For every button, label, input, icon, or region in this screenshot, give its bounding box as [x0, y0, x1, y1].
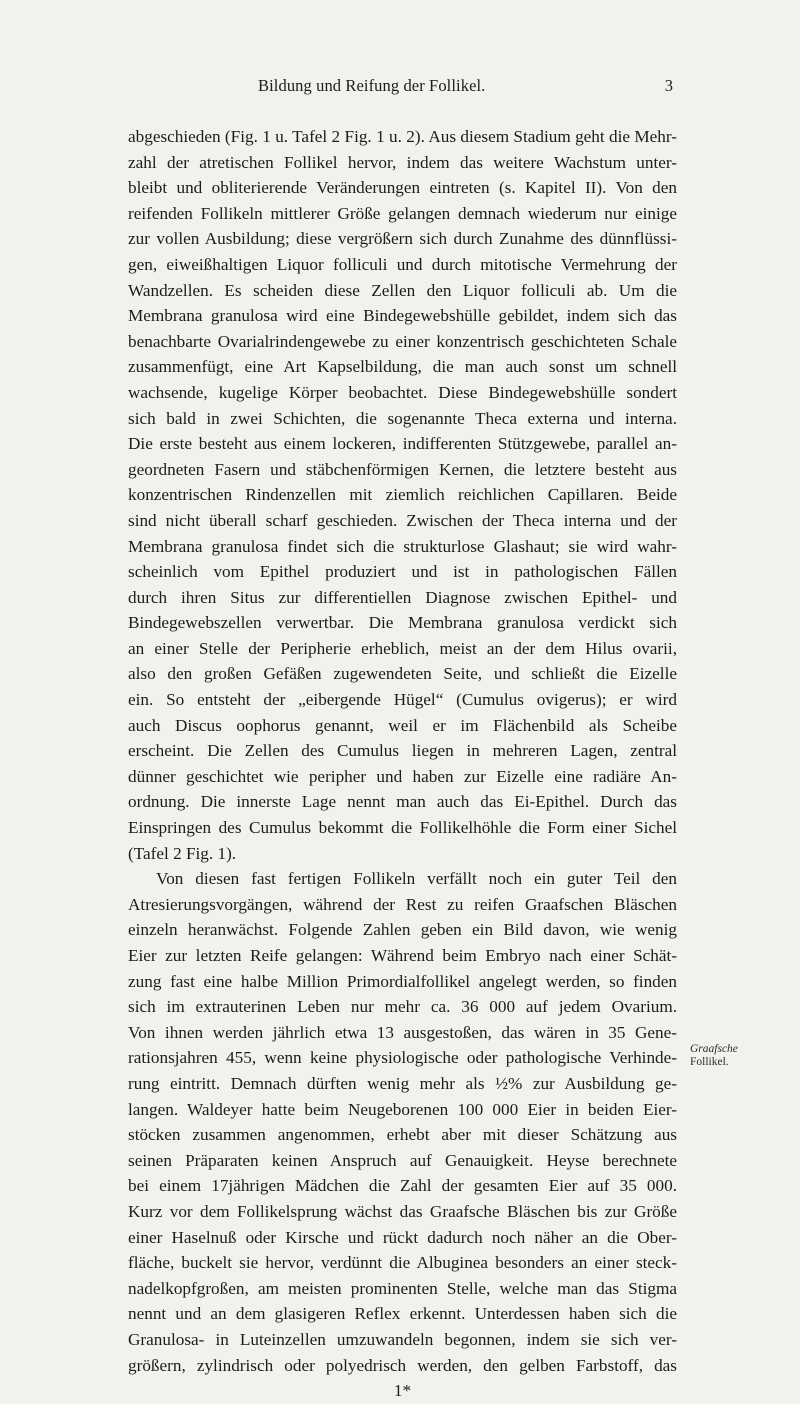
running-header [0, 76, 800, 100]
text-line: erscheint. Die Zellen des Cumulus liegen in mehreren Lagen, zentral [128, 741, 677, 761]
text-line: Granulosa- in Luteinzellen umzuwandeln begonnen, indem sie sich ver- [128, 1329, 677, 1349]
text-line: also den großen Gefäßen zugewendeten Seite, und schließt die Eizelle [128, 664, 677, 684]
text-line: bleibt und obliterierende Veränderungen eintreten (s. Kapitel II). Von den [128, 178, 677, 198]
text-line: rung eintritt. Demnach dürften wenig mehr als ½% zur Ausbildung ge- [128, 1073, 677, 1093]
text-line: benachbarte Ovarialrindengewebe zu einer konzentrisch geschichteten Schale [128, 331, 677, 351]
text-line: an einer Stelle der Peripherie erheblich, meist an der dem Hilus ovarii, [128, 638, 677, 658]
text-line: einzeln heranwächst. Folgende Zahlen geben ein Bild davon, wie wenig [128, 920, 677, 940]
text-line: nennt und an dem glasigeren Reflex erkennt. Unterdessen haben sich die [128, 1304, 677, 1324]
text-line: scheinlich vom Epithel produziert und ist in pathologischen Fällen [128, 562, 677, 582]
text-line: Eier zur letzten Reife gelangen: Während beim Embryo nach einer Schät- [128, 946, 677, 965]
text-line: durch ihren Situs zur differentiellen Diagnose zwischen Epithel- und [128, 587, 677, 607]
text-line: konzentrischen Rindenzellen mit ziemlich reichlichen Capillaren. Beide [128, 485, 677, 505]
text-line: Atresierungsvorgängen, während der Rest zu reifen Graafschen Bläschen [128, 894, 677, 914]
text-line: ein. So entsteht der „eibergende Hügel“ (Cumulus ovigerus); er wird [128, 690, 677, 710]
text-line: Einspringen des Cumulus bekommt die Follikelhöhle die Form einer Sichel [128, 818, 677, 838]
text-line: wachsende, kugelige Körper beobachtet. Diese Bindegewebshülle sondert [128, 382, 677, 402]
text-line: reifenden Follikeln mittlerer Größe gelangen demnach wiederum nur einige [128, 203, 677, 223]
running-title: Bildung und Reifung der Follikel. [258, 76, 486, 95]
text-line: abgeschieden (Fig. 1 u. Tafel 2 Fig. 1 u. 2). Aus diesem Stadium geht die Mehr- [128, 127, 677, 146]
text-line: Kurz vor dem Follikelsprung wächst das Graafsche Bläschen bis zur Größe [128, 1201, 677, 1221]
text-line: zur vollen Ausbildung; diese vergrößern sich durch Zunahme des dünnflüssi- [128, 229, 677, 249]
text-line: zung fast eine halbe Million Primordialfollikel angelegt werden, so finden [128, 971, 677, 991]
text-line: sich im extrauterinen Leben nur mehr ca. 36 000 auf jedem Ovarium. [128, 997, 677, 1017]
text-line: auch Discus oophorus genannt, weil er im Flächenbild als Scheibe [128, 715, 677, 735]
text-line: nadelkopfgroßen, am meisten prominenten Stelle, welche man das Stigma [128, 1278, 677, 1298]
text-line: Von ihnen werden jährlich etwa 13 ausgestoßen, das wären in 35 Gene- [128, 1022, 677, 1042]
text-line: langen. Waldeyer hatte beim Neugeborenen 100 000 Eier in beiden Eier- [128, 1099, 677, 1119]
text-line: geordneten Fasern und stäbchenförmigen Kernen, die letztere besteht aus [128, 459, 677, 479]
text-line: zusammenfügt, eine Art Kapselbildung, die man auch sonst um schnell [128, 357, 677, 377]
margin-note [690, 1043, 770, 1069]
text-line: Bindegewebszellen verwertbar. Die Membrana granulosa verdickt sich [128, 613, 677, 633]
text-line: stöcken zusammen angenommen, erhebt aber mit dieser Schätzung aus [128, 1125, 677, 1145]
text-line: sich bald in zwei Schichten, die sogenannte Theca externa und interna. [128, 408, 677, 428]
text-line: bei einem 17jährigen Mädchen die Zahl der gesamten Eier auf 35 000. [128, 1176, 677, 1196]
text-line: Membrana granulosa wird eine Bindegewebshülle gebildet, indem sich das [128, 306, 677, 326]
text-line: zahl der atretischen Follikel hervor, indem das weitere Wachstum unter- [128, 152, 677, 172]
text-line: Von diesen fast fertigen Follikeln verfällt noch ein guter Teil den [156, 869, 677, 889]
text-line: seinen Präparaten keinen Anspruch auf Genauigkeit. Heyse berechnete [128, 1150, 677, 1170]
text-line: sind nicht überall scharf geschieden. Zwischen der Theca interna und der [128, 510, 677, 530]
text-line: gen, eiweißhaltigen Liquor folliculi und durch mitotische Vermehrung der [128, 254, 677, 274]
text-line: (Tafel 2 Fig. 1). [128, 843, 237, 863]
text-line: größern, zylindrisch oder polyedrisch werden, den gelben Farbstoff, das [128, 1355, 677, 1375]
text-line: einer Haselnuß oder Kirsche und rückt dadurch noch näher an die Ober- [128, 1227, 677, 1247]
text-line: Membrana granulosa findet sich die strukturlose Glashaut; sie wird wahr- [128, 536, 677, 556]
text-line: dünner geschichtet wie peripher und haben zur Eizelle eine radiäre An- [128, 766, 677, 786]
text-line: Die erste besteht aus einem lockeren, indifferenten Stützgewebe, parallel an- [128, 434, 677, 454]
text-line: fläche, buckelt sie hervor, verdünnt die Albuginea besonders an einer steck- [128, 1253, 677, 1273]
text-line: ordnung. Die innerste Lage nennt man auch das Ei-Epithel. Durch das [128, 792, 677, 812]
body-text [128, 124, 677, 1404]
signature-mark: 1* [393, 1381, 412, 1401]
margin-note-line: Follikel. [690, 1056, 729, 1068]
margin-note-line: Graafsche [690, 1043, 738, 1055]
text-line: rationsjahren 455, wenn keine physiologische oder pathologische Verhinde- [128, 1048, 677, 1068]
text-line: Wandzellen. Es scheiden diese Zellen den Liquor folliculi ab. Um die [128, 280, 677, 300]
page-number: 3 [664, 76, 673, 95]
